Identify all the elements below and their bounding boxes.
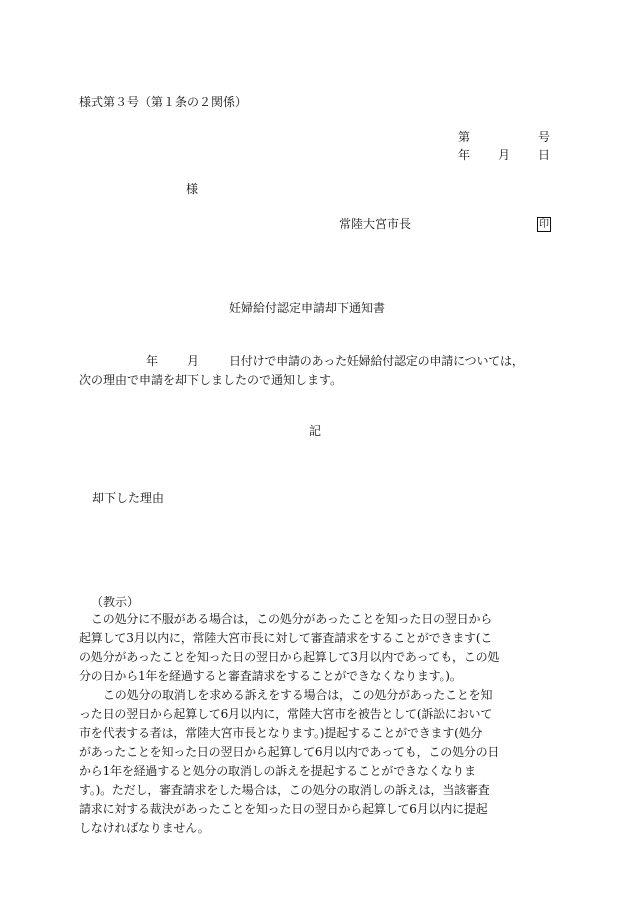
document-title: 妊婦給付認定申請却下通知書: [229, 301, 386, 315]
form-label: 様式第３号（第１条の２関係）: [79, 95, 248, 109]
instruction-line: の処分があったことを知った日の翌日から起算して3月以内であっても，この処: [79, 650, 500, 664]
seal-mark: 印: [539, 219, 549, 230]
date-day: 日: [538, 148, 551, 162]
ki-label: 記: [309, 424, 322, 438]
body-line1: 日付けで申請のあった妊婦給付認定の申請については，: [229, 354, 524, 368]
reference-number-dai: 第: [458, 130, 471, 144]
instruction-line: があったことを知った日の翌日から起算して6月以内であっても，この処分の日: [79, 745, 500, 759]
instruction-line: 請求に対する裁決があったことを知った日の翌日から起算して6月以内に提起: [79, 802, 488, 816]
addressee-suffix: 様: [186, 182, 199, 196]
issuer-name: 常陸大宮市長: [339, 217, 412, 231]
instruction-line: 分の日から1年を経過すると審査請求をすることができなくなります。)。: [79, 669, 462, 683]
instruction-heading: （教示）: [91, 595, 140, 609]
instruction-line: った日の翌日から起算して6月以内に，常陸大宮市を被告として(訴訟において: [79, 707, 493, 721]
instruction-line: この処分に不服がある場合は，この処分があったことを知った日の翌日から: [91, 612, 493, 626]
body-month: 月: [187, 354, 200, 368]
body-line2: 次の理由で申請を却下しましたので通知します。: [79, 373, 343, 387]
reference-number-go: 号: [538, 130, 551, 144]
body-year: 年: [146, 354, 159, 368]
instruction-line: 起算して3月以内に，常陸大宮市長に対して審査請求をすることができます(こ: [79, 631, 493, 645]
date-year: 年: [458, 148, 471, 162]
instruction-line: から1年を経過すると処分の取消しの訴えを提起することができなくなりま: [79, 764, 476, 778]
instruction-line: 市を代表する者は，常陸大宮市長となります。)提起することができます(処分: [79, 726, 483, 740]
reason-label: 却下した理由: [92, 491, 165, 505]
instruction-body: [79, 610, 499, 838]
instruction-line: しなければなりません。: [79, 821, 210, 835]
date-month: 月: [498, 148, 511, 162]
instruction-line: この処分の取消しを求める訴えをする場合は，この処分があったことを知: [103, 688, 493, 702]
instruction-line: す。)。ただし，審査請求をした場合は，この処分の取消しの訴えは，当該審査: [79, 783, 490, 797]
